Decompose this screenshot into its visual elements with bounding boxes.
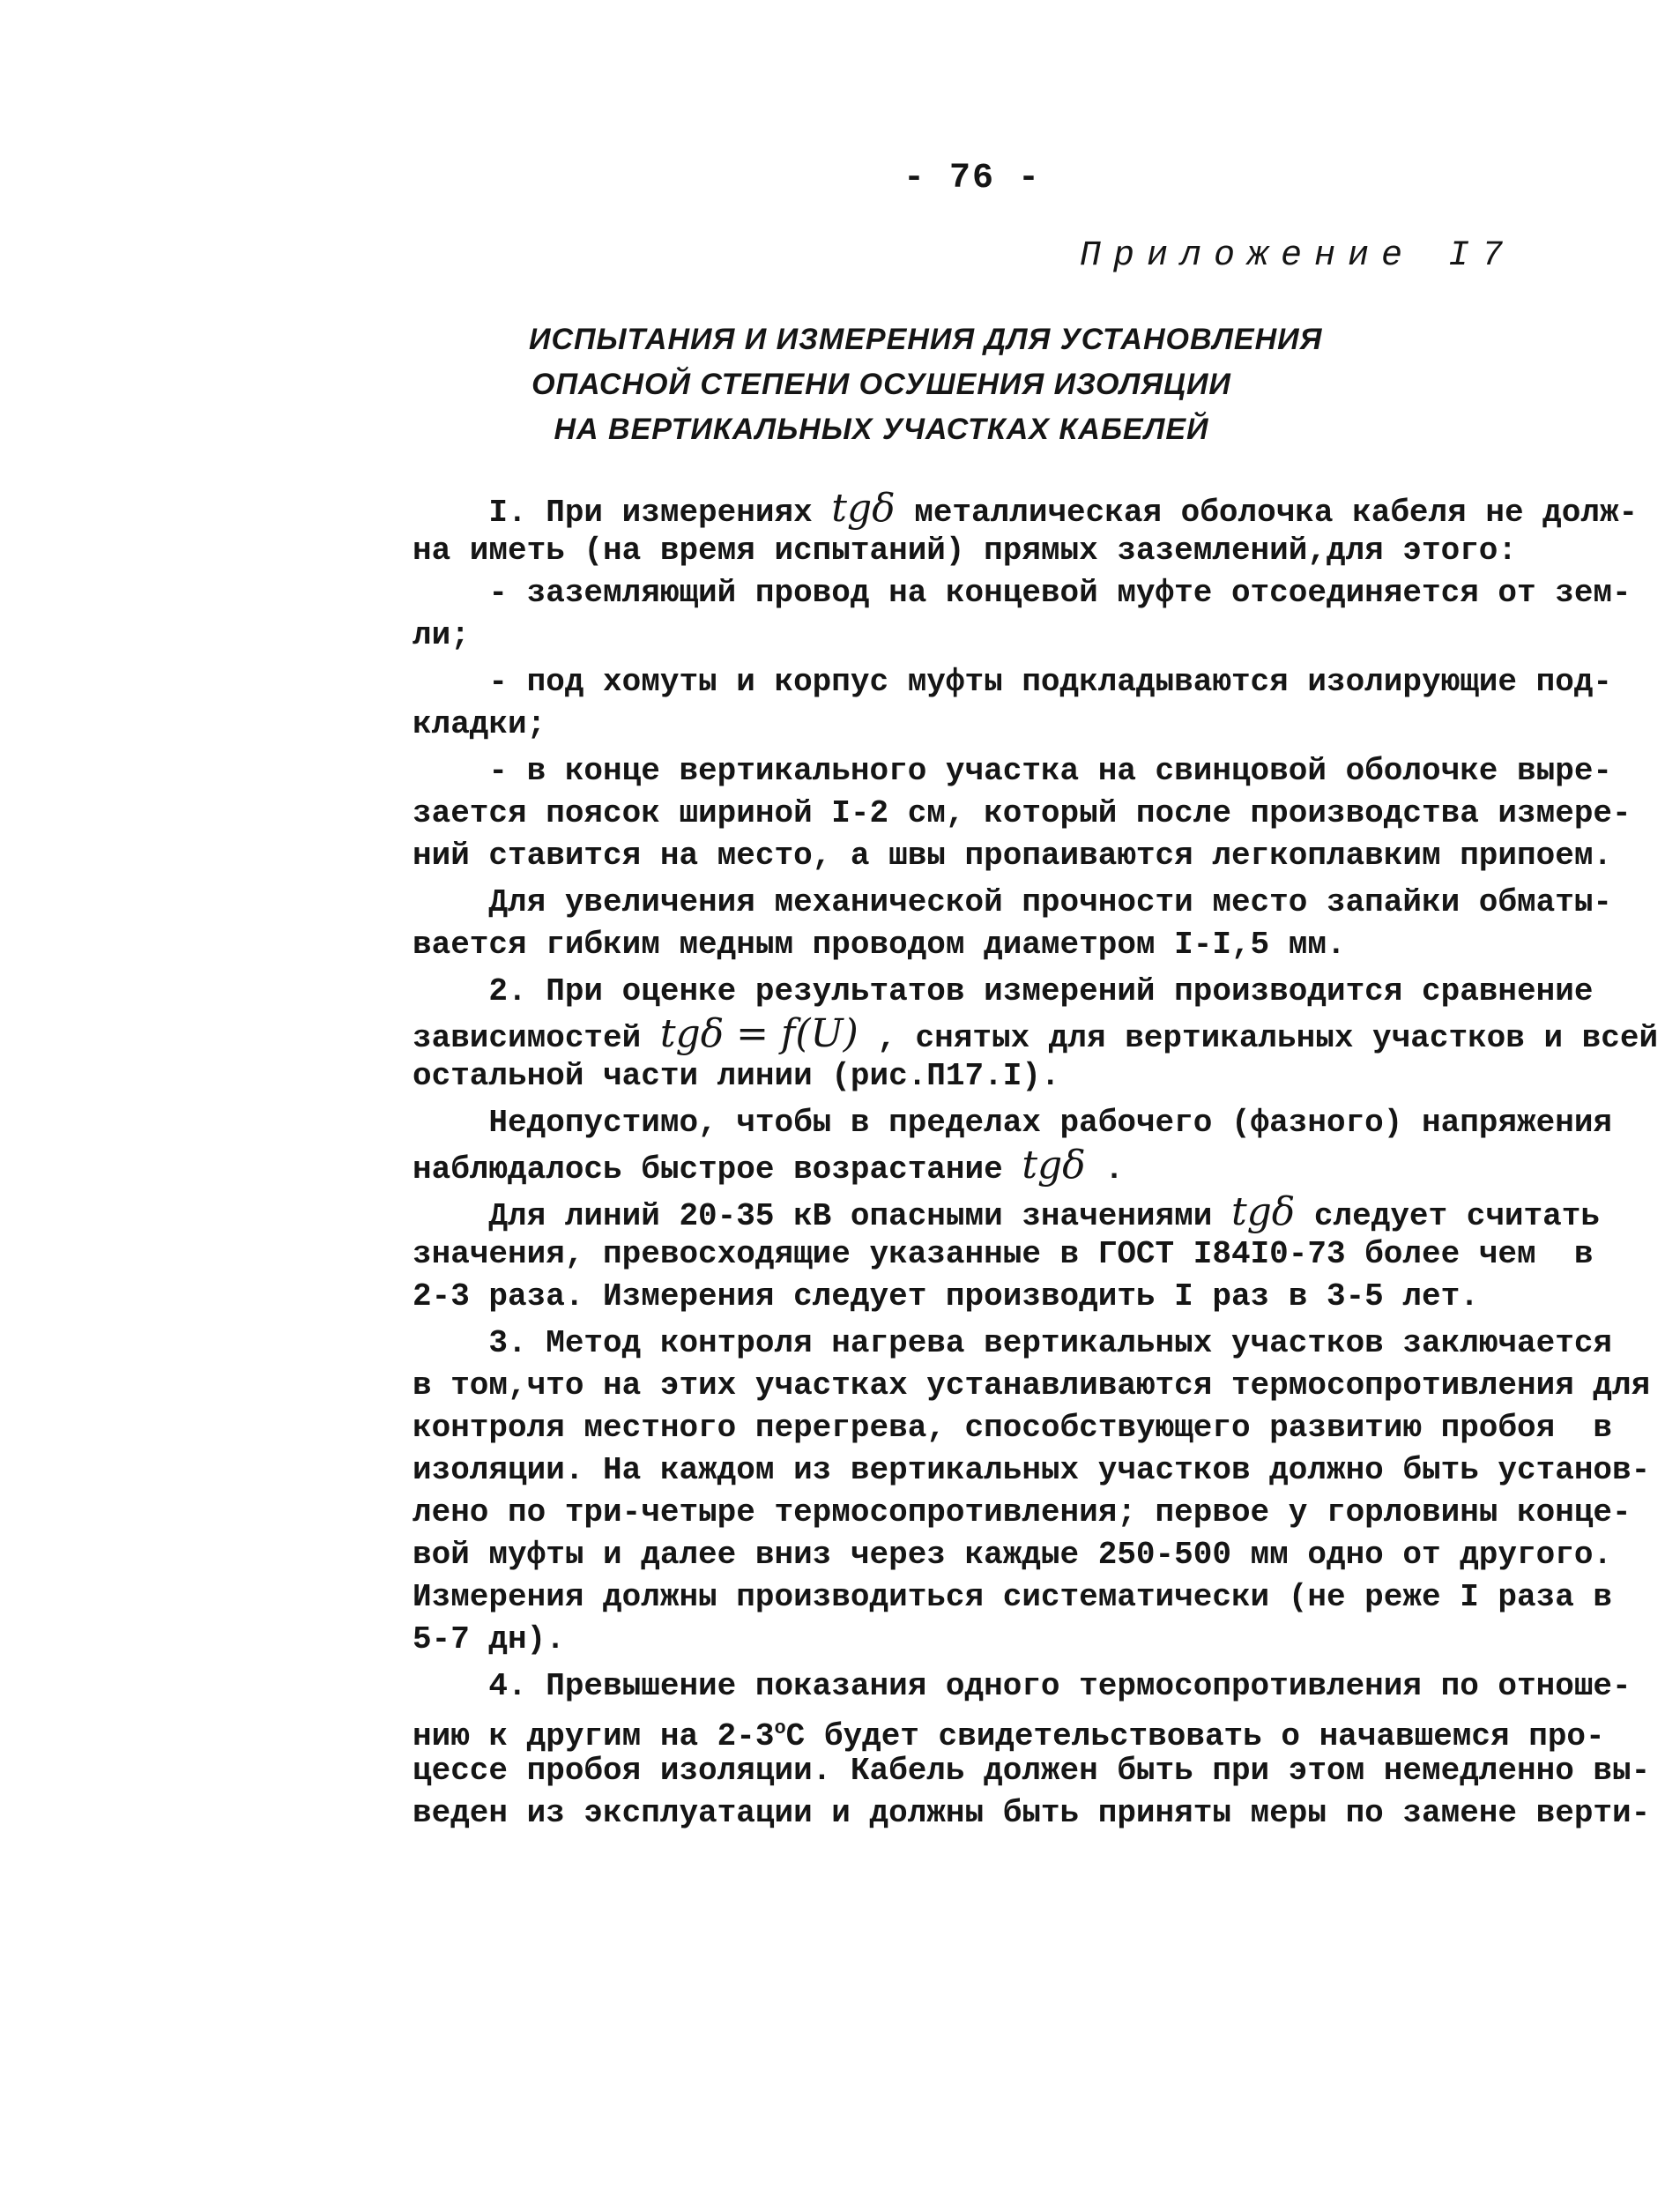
text-line: Для линий 20-35 кВ опасными значениями tgδ следует считать xyxy=(413,1189,1600,1234)
text-line: зависимостей tgδ = f(U) , снятых для вертикальных участков и всей xyxy=(413,1011,1659,1056)
text-line: цессе пробоя изоляции. Кабель должен быть при этом немедленно вы- xyxy=(413,1753,1651,1789)
text-line: контроля местного перегрева, способствующего развитию пробоя в xyxy=(413,1410,1613,1446)
text-line: вается гибким медным проводом диаметром I-I,5 мм. xyxy=(413,927,1346,963)
text-line: наблюдалось быстрое возрастание tgδ . xyxy=(413,1143,1124,1188)
text-line: кладки; xyxy=(413,706,546,742)
title-line-3: НА ВЕРТИКАЛЬНЫХ УЧАСТКАХ КАБЕЛЕЙ xyxy=(554,413,1209,446)
text-line: 2. При оценке результатов измерений производится сравнение xyxy=(413,973,1594,1009)
text-line: веден из эксплуатации и должны быть приняты меры по замене верти- xyxy=(413,1795,1651,1831)
text-line: - под хомуты и корпус муфты подкладываются изолирующие под- xyxy=(413,664,1613,700)
formula-tgd: tgδ xyxy=(1022,1143,1086,1188)
text-line: нию к другим на $2-3^оС$ будет свидетельствовать о начавшемся про- xyxy=(413,1717,1605,1754)
title-line-1: ИСПЫТАНИЯ И ИЗМЕРЕНИЯ ДЛЯ УСТАНОВЛЕНИЯ xyxy=(529,323,1323,356)
text-line: - заземляющий провод на концевой муфте отсоединяется от зем- xyxy=(413,575,1632,611)
text-line: на иметь (на время испытаний) прямых заземлений,для этого: xyxy=(413,533,1518,569)
text-line: лено по три-четыре термосопротивления; первое у горловины конце- xyxy=(413,1494,1632,1531)
section-title xyxy=(529,317,1323,452)
text-line: 3. Метод контроля нагрева вертикальных участков заключается xyxy=(413,1325,1613,1361)
text-line: вой муфты и далее вниз через каждые 250-500 мм одно от другого. xyxy=(413,1537,1613,1573)
text-line: Измерения должны производиться систематически (не реже I раза в xyxy=(413,1579,1613,1615)
text-line: остальной части линии (рис.П17.I). xyxy=(413,1058,1060,1094)
text-line: зается поясок шириной I-2 см, который после производства измере- xyxy=(413,795,1632,831)
text-line: ний ставится на место, а швы пропаиваются легкоплавким припоем. xyxy=(413,838,1613,874)
text-line: изоляции. На каждом из вертикальных участков должно быть установ- xyxy=(413,1452,1651,1488)
title-line-2: ОПАСНОЙ СТЕПЕНИ ОСУШЕНИЯ ИЗОЛЯЦИИ xyxy=(531,368,1231,401)
text-line: I. При измерениях tgδ металлическая оболочка кабеля не долж- xyxy=(413,486,1639,531)
formula-tgd-f-u: tgδ = f(U) xyxy=(659,1011,859,1056)
appendix-label: Приложение I7 xyxy=(1079,236,1515,276)
text-line: 2-3 раза. Измерения следует производить I раз в 3-5 лет. xyxy=(413,1278,1479,1315)
text-line: - в конце вертикального участка на свинцовой оболочке выре- xyxy=(413,753,1613,789)
text-line: Для увеличения механической прочности место запайки обматы- xyxy=(413,884,1613,920)
page-number: - 76 - xyxy=(903,159,1042,198)
text-line: в том,что на этих участках устанавливаются термосопротивления для xyxy=(413,1367,1651,1404)
text-line: 4. Превышение показания одного термосопротивления по отноше- xyxy=(413,1668,1632,1704)
degree-superscript: о xyxy=(774,1717,786,1739)
text-line: ли; xyxy=(413,617,470,653)
text-line: значения, превосходящие указанные в ГОСТ I84I0-73 более чем в xyxy=(413,1236,1594,1272)
text-line: 5-7 дн). xyxy=(413,1621,565,1657)
formula-tgd: tgδ xyxy=(831,486,896,531)
formula-tgd: tgδ xyxy=(1230,1189,1296,1234)
text-line: Недопустимо, чтобы в пределах рабочего (фазного) напряжения xyxy=(413,1105,1613,1141)
